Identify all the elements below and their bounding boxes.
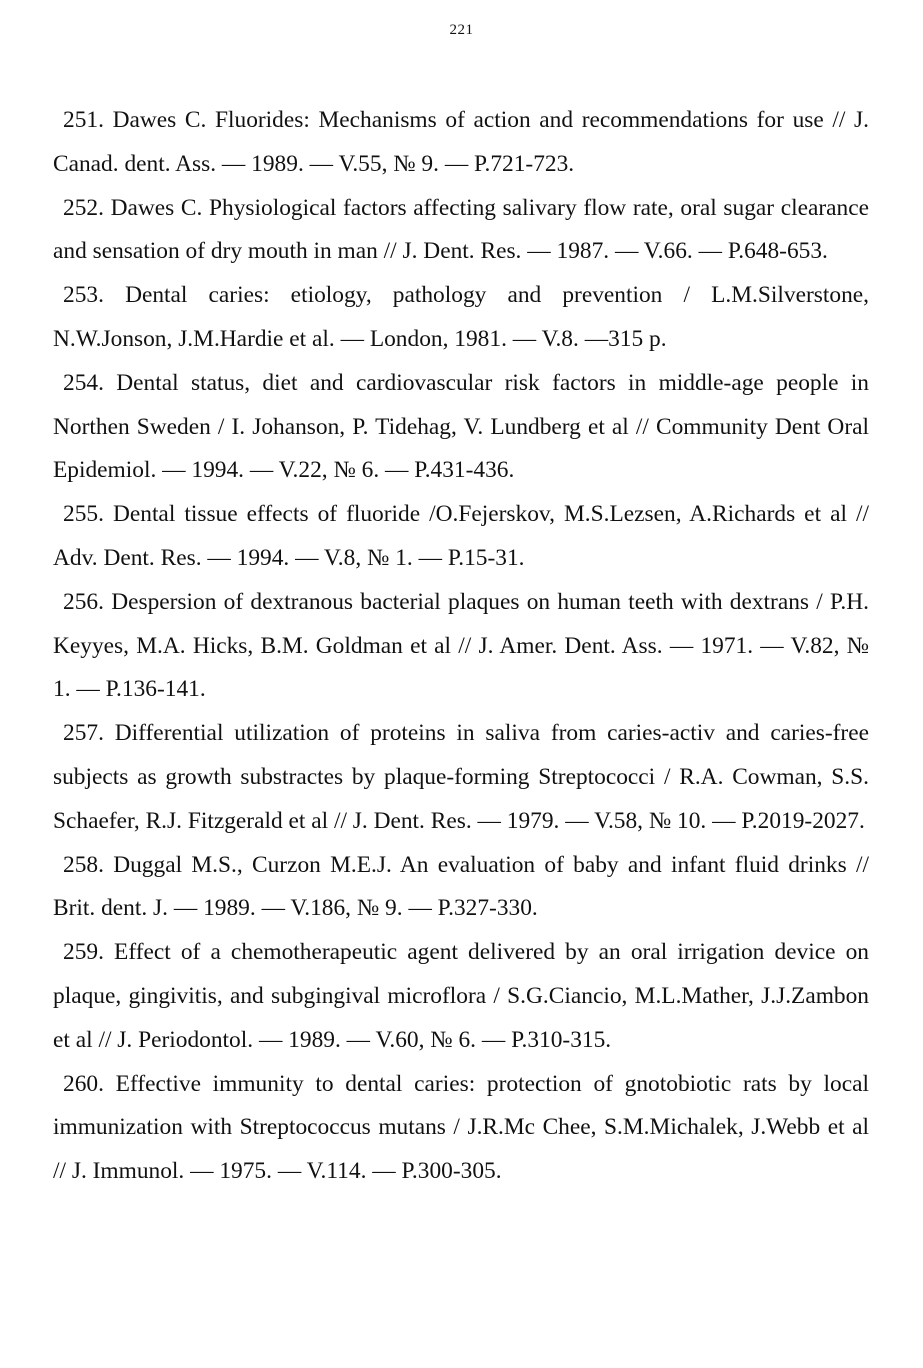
reference-item — [53, 931, 869, 1062]
reference-number: 254. — [63, 369, 104, 396]
reference-text: Despersion of dextranous bacterial plaques on human teeth with dextrans / P.H. Keyyes, M.A. Hicks, B.M. Goldman et al // J. Amer. Dent. Ass. — 1971. — V.82, № 1. — P.136-141. — [53, 588, 869, 703]
reference-number: 253. — [63, 282, 104, 309]
reference-item — [53, 493, 869, 581]
reference-text: Dental status, diet and cardiovascular risk factors in middle-age people in Northen Sweden / I. Johanson, P. Tidehag, V. Lundberg et al // Community Dent Oral Epidemiol. — 1994. — V.22, № 6. — P.431-436. — [53, 369, 869, 484]
reference-text: Dawes C. Fluorides: Mechanisms of action and recommendations for use // J. Canad. dent. Ass. — 1989. — V.55, № 9. — P.721-723. — [53, 107, 869, 177]
reference-item — [53, 362, 869, 493]
reference-number: 258. — [63, 851, 104, 878]
reference-item — [53, 712, 869, 843]
reference-text: Effect of a chemotherapeutic agent delivered by an oral irrigation device on plaque, gingivitis, and subgingival microflora / S.G.Ciancio, M.L.Mather, J.J.Zambon et al // J. Periodontol. — 1989. — V.60, № 6. — P.310-315. — [53, 939, 869, 1053]
reference-number: 251. — [63, 107, 104, 133]
reference-item — [53, 187, 869, 275]
reference-number: 260. — [63, 1070, 104, 1097]
reference-number: 259. — [63, 939, 104, 966]
reference-number: 255. — [63, 501, 104, 528]
page-number: 221 — [449, 22, 474, 38]
reference-text: Effective immunity to dental caries: protection of gnotobiotic rats by local immunization with Streptococcus mutans / J.R.Mc Chee, S.M.Michalek, J.Webb et al // J. Immunol. — 1975. — V.114. — P.300-305. — [53, 1070, 869, 1185]
reference-text: Dental caries: etiology, pathology and prevention / L.M.Silverstone, N.W.Jonson, J.M.Hardie et al. — London, 1981. — V.8. —315 p. — [53, 282, 869, 352]
reference-item — [53, 274, 869, 362]
reference-item — [53, 844, 869, 932]
reference-item — [53, 581, 869, 712]
reference-number: 256. — [63, 588, 104, 615]
reference-text: Dawes C. Physiological factors affecting salivary flow rate, oral sugar clearance and sensation of dry mouth in man // J. Dent. Res. — 1987. — V.66. — P.648-653. — [53, 194, 869, 265]
reference-item — [53, 99, 869, 187]
reference-list — [53, 99, 869, 1194]
reference-number: 257. — [63, 720, 104, 747]
reference-item — [53, 1063, 869, 1194]
reference-text: Differential utilization of proteins in saliva from caries-activ and caries-free subjects as growth substractes by plaque-forming Streptococci / R.A. Cowman, S.S. Schaefer, R.J. Fitzgerald et al // J. Dent. Res. — 1979. — V.58, № 10. — P.2019-2027. — [53, 720, 869, 834]
reference-text: Dental tissue effects of fluoride /O.Fejerskov, M.S.Lezsen, A.Richards et al // Adv. Dent. Res. — 1994. — V.8, № 1. — P.15-31. — [53, 501, 869, 571]
reference-text: Duggal M.S., Curzon M.E.J. An evaluation of baby and infant fluid drinks // Brit. dent. J. — 1989. — V.186, № 9. — P.327-330. — [53, 851, 869, 922]
reference-number: 252. — [63, 194, 104, 221]
